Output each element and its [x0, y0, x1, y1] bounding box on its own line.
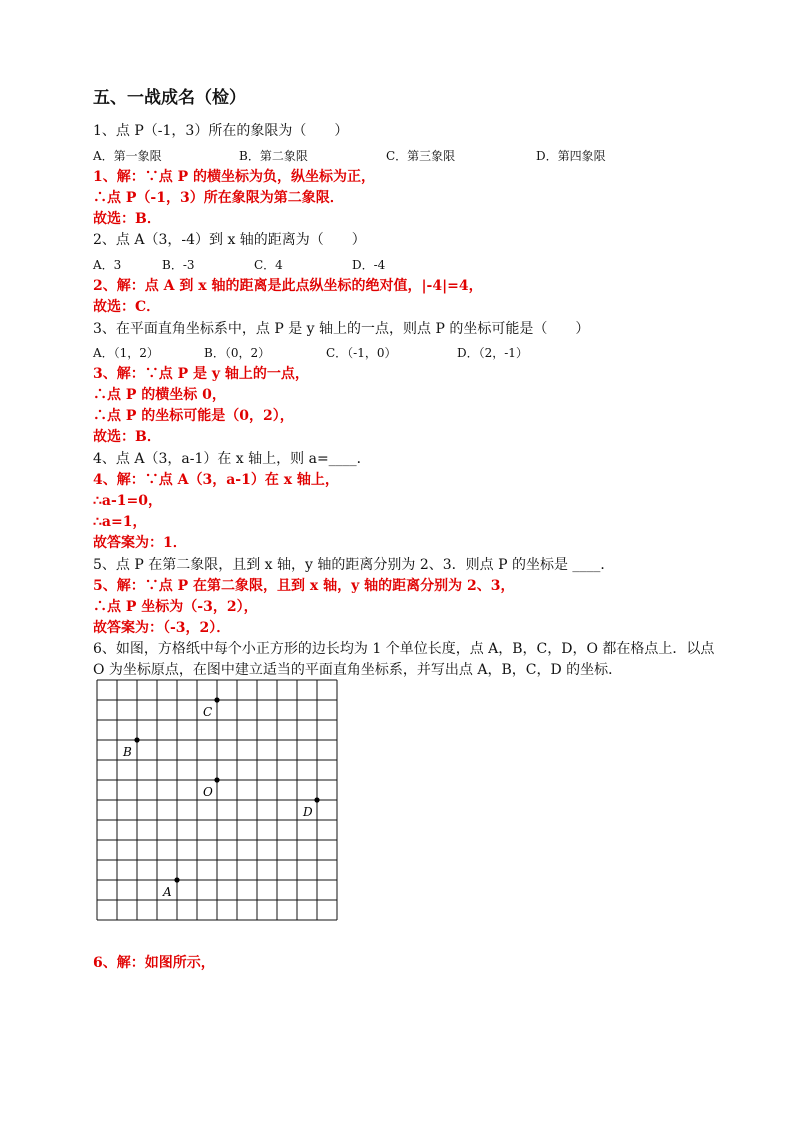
point-o [214, 777, 219, 782]
option-b: B．（0，2） [204, 346, 271, 360]
point-label-b: B [123, 745, 132, 759]
answer-3-line-3: ∴点 P 的坐标可能是（0，2）， [93, 408, 294, 424]
answer-5-line-3: 故答案为：（-3，2）． [93, 620, 231, 636]
answer-6-line-1: 6、解：如图所示， [93, 955, 215, 971]
option-a: A．3 [93, 258, 122, 272]
section-title: 五、一战成名（检） [93, 88, 246, 108]
answer-2-line-1: 2、解：点 A 到 x 轴的距离是此点纵坐标的绝对值，|-4|=4， [93, 278, 483, 294]
question-6-line-1: 6、如图，方格纸中每个小正方形的边长均为 1 个单位长度，点 A，B，C，D，O 都在格点上．以点 [93, 641, 715, 657]
question-6-line-2: O 为坐标原点，在图中建立适当的平面直角坐标系，并写出点 A，B，C，D 的坐标． [93, 662, 623, 678]
answer-4-line-1: 4、解：∵点 A（3，a-1）在 x 轴上， [93, 472, 339, 488]
point-label-d: D [303, 805, 313, 819]
answer-4-line-4: 故答案为：1． [93, 535, 187, 551]
answer-4-line-2: ∴a-1=0， [93, 493, 163, 509]
answer-3-line-1: 3、解：∵点 P 是 y 轴上的一点， [93, 366, 309, 382]
answer-1-line-1: 1、解：∵点 P 的横坐标为负，纵坐标为正， [93, 169, 376, 185]
coordinate-grid [95, 678, 341, 924]
option-d: D．-4 [352, 258, 386, 272]
point-label-o: O [203, 785, 213, 799]
question-2: 2、点 A（3，-4）到 x 轴的距离为（ ） [93, 232, 366, 248]
answer-4-line-3: ∴a=1， [93, 514, 147, 530]
option-d: D．（2，-1） [457, 346, 528, 360]
answer-5-line-2: ∴点 P 坐标为（-3，2）， [93, 599, 258, 615]
point-c [214, 697, 219, 702]
point-label-c: C [203, 705, 213, 719]
point-b [134, 737, 139, 742]
option-b: B．-3 [162, 258, 195, 272]
answer-1-line-3: 故选：B． [93, 211, 161, 227]
option-c: C．第三象限 [386, 149, 456, 163]
answer-5-line-1: 5、解：∵点 P 在第二象限，且到 x 轴，y 轴的距离分别为 2、3， [93, 578, 515, 594]
point-d [314, 797, 319, 802]
point-label-a: A [163, 885, 172, 899]
question-3: 3、在平面直角坐标系中，点 P 是 y 轴上的一点，则点 P 的坐标可能是（ ） [93, 321, 590, 337]
question-1: 1、点 P（-1，3）所在的象限为（ ） [93, 123, 349, 139]
answer-1-line-2: ∴点 P（-1，3）所在象限为第二象限． [93, 190, 344, 206]
answer-2-line-2: 故选：C． [93, 299, 161, 315]
option-a: A．（1，2） [93, 346, 159, 360]
answer-3-line-4: 故选：B． [93, 429, 161, 445]
option-b: B．第二象限 [239, 149, 308, 163]
answer-3-line-2: ∴点 P 的横坐标 0， [93, 387, 226, 403]
option-a: A．第一象限 [93, 149, 162, 163]
option-c: C．4 [254, 258, 283, 272]
point-a [174, 877, 179, 882]
question-5: 5、点 P 在第二象限，且到 x 轴，y 轴的距离分别为 2、3．则点 P 的坐标是 ____． [93, 557, 615, 573]
option-c: C．（-1，0） [326, 346, 397, 360]
question-4: 4、点 A（3，a-1）在 x 轴上，则 a=____． [93, 451, 371, 467]
option-d: D．第四象限 [536, 149, 606, 163]
